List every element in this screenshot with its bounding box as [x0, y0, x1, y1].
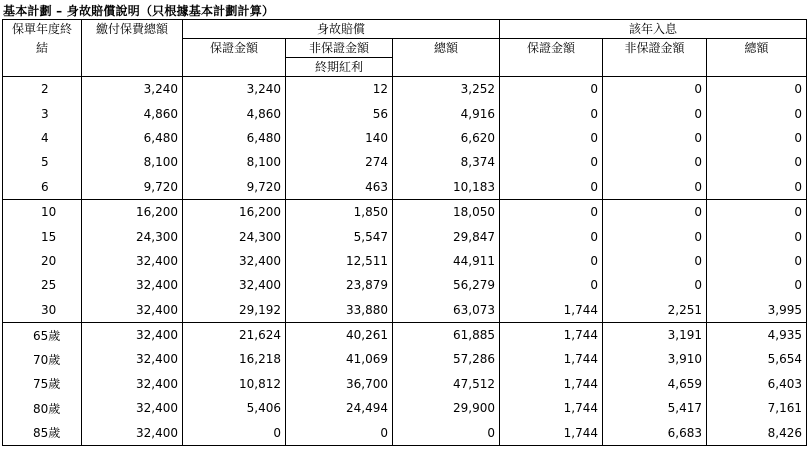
cell-int-non-guaranteed: 0	[603, 77, 707, 102]
table-row	[3, 77, 807, 102]
cell-db-total: 63,073	[393, 298, 500, 323]
cell-policy-year: 25	[3, 273, 82, 297]
cell-db-non-guaranteed: 274	[286, 150, 393, 174]
cell-policy-year: 80歲	[3, 396, 82, 420]
cell-db-guaranteed: 9,720	[183, 175, 286, 200]
cell-db-total: 18,050	[393, 199, 500, 224]
cell-db-guaranteed: 21,624	[183, 322, 286, 347]
cell-policy-year: 10	[3, 199, 82, 224]
table-row	[3, 224, 807, 248]
cell-db-total: 44,911	[393, 249, 500, 273]
cell-db-non-guaranteed: 463	[286, 175, 393, 200]
cell-int-non-guaranteed: 0	[603, 126, 707, 150]
cell-int-total: 0	[707, 273, 807, 297]
cell-db-non-guaranteed: 12	[286, 77, 393, 102]
cell-int-total: 0	[707, 199, 807, 224]
header-total-premium: 繳付保費總額	[82, 20, 183, 77]
cell-int-guaranteed: 1,744	[500, 347, 603, 371]
cell-int-non-guaranteed: 0	[603, 101, 707, 125]
cell-db-guaranteed: 5,406	[183, 396, 286, 420]
table-row	[3, 175, 807, 200]
cell-total-premium: 32,400	[82, 298, 183, 323]
cell-db-guaranteed: 6,480	[183, 126, 286, 150]
table-row	[3, 273, 807, 297]
cell-db-total: 3,252	[393, 77, 500, 102]
cell-policy-year: 6	[3, 175, 82, 200]
header-policy-year-line2: 結	[3, 39, 82, 77]
table-row	[3, 372, 807, 396]
cell-policy-year: 5	[3, 150, 82, 174]
cell-int-non-guaranteed: 0	[603, 175, 707, 200]
table-row	[3, 322, 807, 347]
cell-db-guaranteed: 32,400	[183, 249, 286, 273]
cell-policy-year: 4	[3, 126, 82, 150]
cell-total-premium: 32,400	[82, 396, 183, 420]
cell-db-non-guaranteed: 41,069	[286, 347, 393, 371]
cell-db-total: 47,512	[393, 372, 500, 396]
cell-total-premium: 32,400	[82, 347, 183, 371]
cell-db-guaranteed: 0	[183, 420, 286, 445]
table-row	[3, 396, 807, 420]
header-policy-year	[3, 20, 82, 39]
cell-int-non-guaranteed: 0	[603, 199, 707, 224]
cell-db-total: 8,374	[393, 150, 500, 174]
cell-db-guaranteed: 29,192	[183, 298, 286, 323]
cell-int-total: 0	[707, 150, 807, 174]
table-row	[3, 298, 807, 323]
cell-int-guaranteed: 1,744	[500, 322, 603, 347]
cell-db-total: 29,847	[393, 224, 500, 248]
cell-int-non-guaranteed: 6,683	[603, 420, 707, 445]
table-body	[3, 77, 807, 446]
cell-total-premium: 16,200	[82, 199, 183, 224]
cell-int-guaranteed: 0	[500, 150, 603, 174]
cell-db-guaranteed: 16,200	[183, 199, 286, 224]
cell-int-non-guaranteed: 5,417	[603, 396, 707, 420]
cell-db-guaranteed: 24,300	[183, 224, 286, 248]
cell-int-total: 4,935	[707, 322, 807, 347]
cell-db-total: 29,900	[393, 396, 500, 420]
cell-int-guaranteed: 1,744	[500, 298, 603, 323]
cell-total-premium: 32,400	[82, 420, 183, 445]
cell-db-non-guaranteed: 33,880	[286, 298, 393, 323]
header-terminal-bonus: 終期紅利	[286, 58, 393, 77]
table-row	[3, 199, 807, 224]
cell-total-premium: 32,400	[82, 372, 183, 396]
cell-policy-year: 20	[3, 249, 82, 273]
cell-total-premium: 4,860	[82, 101, 183, 125]
header-db-total: 總額	[393, 39, 500, 77]
cell-int-total: 0	[707, 224, 807, 248]
cell-int-total: 0	[707, 101, 807, 125]
cell-total-premium: 32,400	[82, 249, 183, 273]
cell-db-guaranteed: 10,812	[183, 372, 286, 396]
cell-db-total: 61,885	[393, 322, 500, 347]
header-annual-interest: 該年入息	[500, 20, 807, 39]
cell-policy-year: 70歲	[3, 347, 82, 371]
cell-total-premium: 32,400	[82, 322, 183, 347]
cell-int-guaranteed: 0	[500, 224, 603, 248]
cell-total-premium: 8,100	[82, 150, 183, 174]
cell-db-non-guaranteed: 1,850	[286, 199, 393, 224]
cell-db-total: 0	[393, 420, 500, 445]
cell-int-non-guaranteed: 3,191	[603, 322, 707, 347]
header-int-non-guaranteed: 非保證金額	[603, 39, 707, 77]
cell-int-non-guaranteed: 0	[603, 273, 707, 297]
cell-int-guaranteed: 0	[500, 175, 603, 200]
cell-db-non-guaranteed: 140	[286, 126, 393, 150]
cell-int-non-guaranteed: 0	[603, 224, 707, 248]
cell-total-premium: 9,720	[82, 175, 183, 200]
cell-db-total: 10,183	[393, 175, 500, 200]
cell-db-non-guaranteed: 12,511	[286, 249, 393, 273]
cell-int-total: 8,426	[707, 420, 807, 445]
cell-total-premium: 24,300	[82, 224, 183, 248]
cell-db-guaranteed: 16,218	[183, 347, 286, 371]
cell-int-non-guaranteed: 0	[603, 249, 707, 273]
cell-policy-year: 30	[3, 298, 82, 323]
cell-policy-year: 15	[3, 224, 82, 248]
cell-int-non-guaranteed: 0	[603, 150, 707, 174]
cell-int-guaranteed: 0	[500, 77, 603, 102]
page-title: 基本計劃 – 身故賠償說明（只根據基本計劃計算）	[3, 4, 275, 18]
header-db-non-guaranteed: 非保證金額	[286, 39, 393, 58]
cell-policy-year: 2	[3, 77, 82, 102]
cell-int-guaranteed: 0	[500, 249, 603, 273]
cell-db-non-guaranteed: 36,700	[286, 372, 393, 396]
cell-db-total: 4,916	[393, 101, 500, 125]
cell-int-guaranteed: 0	[500, 199, 603, 224]
cell-total-premium: 32,400	[82, 273, 183, 297]
table-row	[3, 101, 807, 125]
cell-policy-year: 85歲	[3, 420, 82, 445]
cell-policy-year: 75歲	[3, 372, 82, 396]
table-row	[3, 347, 807, 371]
cell-int-guaranteed: 1,744	[500, 372, 603, 396]
cell-int-total: 6,403	[707, 372, 807, 396]
cell-db-guaranteed: 32,400	[183, 273, 286, 297]
header-death-benefit: 身故賠償	[183, 20, 500, 39]
cell-db-total: 57,286	[393, 347, 500, 371]
cell-db-total: 6,620	[393, 126, 500, 150]
cell-int-total: 0	[707, 77, 807, 102]
cell-int-guaranteed: 1,744	[500, 396, 603, 420]
cell-db-total: 56,279	[393, 273, 500, 297]
cell-db-non-guaranteed: 0	[286, 420, 393, 445]
cell-int-total: 0	[707, 126, 807, 150]
cell-policy-year: 65歲	[3, 322, 82, 347]
cell-policy-year: 3	[3, 101, 82, 125]
cell-db-non-guaranteed: 40,261	[286, 322, 393, 347]
cell-total-premium: 3,240	[82, 77, 183, 102]
cell-db-non-guaranteed: 5,547	[286, 224, 393, 248]
cell-int-guaranteed: 1,744	[500, 420, 603, 445]
cell-int-guaranteed: 0	[500, 101, 603, 125]
cell-db-guaranteed: 4,860	[183, 101, 286, 125]
table-row	[3, 249, 807, 273]
cell-int-total: 0	[707, 249, 807, 273]
cell-int-guaranteed: 0	[500, 273, 603, 297]
table-row	[3, 420, 807, 445]
cell-int-guaranteed: 0	[500, 126, 603, 150]
cell-int-total: 5,654	[707, 347, 807, 371]
header-int-total: 總額	[707, 39, 807, 77]
table-row	[3, 126, 807, 150]
cell-db-non-guaranteed: 56	[286, 101, 393, 125]
cell-int-total: 3,995	[707, 298, 807, 323]
cell-int-non-guaranteed: 4,659	[603, 372, 707, 396]
cell-db-non-guaranteed: 23,879	[286, 273, 393, 297]
cell-int-total: 0	[707, 175, 807, 200]
cell-int-non-guaranteed: 3,910	[603, 347, 707, 371]
table-row	[3, 150, 807, 174]
header-policy-year-line1: 保單年度終	[11, 22, 72, 36]
cell-db-guaranteed: 8,100	[183, 150, 286, 174]
cell-int-total: 7,161	[707, 396, 807, 420]
header-db-guaranteed: 保證金額	[183, 39, 286, 77]
cell-db-guaranteed: 3,240	[183, 77, 286, 102]
cell-total-premium: 6,480	[82, 126, 183, 150]
death-benefit-table	[2, 19, 807, 446]
header-int-guaranteed: 保證金額	[500, 39, 603, 77]
cell-int-non-guaranteed: 2,251	[603, 298, 707, 323]
cell-db-non-guaranteed: 24,494	[286, 396, 393, 420]
